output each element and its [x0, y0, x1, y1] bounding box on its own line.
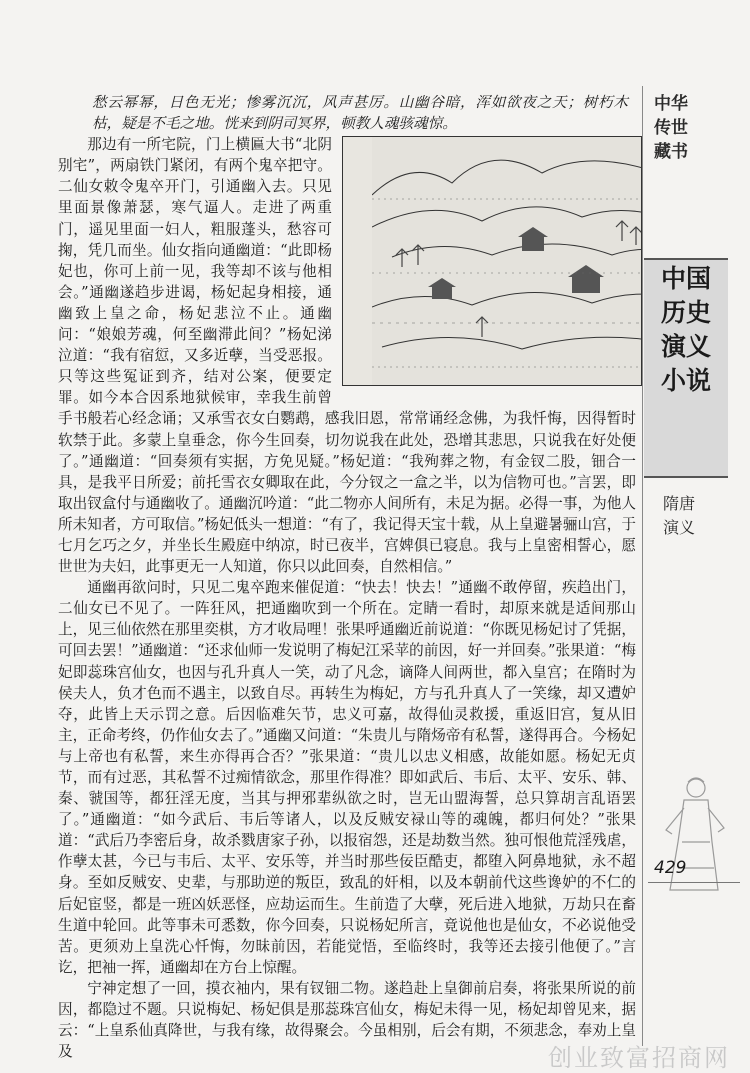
series-title: 中华传世藏书: [654, 94, 688, 162]
paragraph-text: 那边有一所宅院，门上横匾大书“北阴别宅”，两扇铁门紧闭，有两个鬼卒把守。二仙女敕令鬼卒开门，引通幽入去。只见里面景像萧瑟，寒气逼人。走进了两重门，遥见里面一妇人，粗服蓬头，愁容可掬，凭几而坐。仙女指向通幽道：“此即杨妃也，你可上前一见，我等却不该与他相会。”通幽遂趋步进谒，杨妃起身相接，通幽致上皇之命，杨妃悲泣不止。通幽问：“娘娘芳魂，何至幽滞此间？”杨妃涕泣道：“我有宿愆，又多近孽，当受恶报。只等这些冤证到齐，结对公案，便要定罪。如今本合因系地狱候审，幸我生前曾手书般若心经念诵；又承雪衣女白鹦鹉，感我旧恩，常常诵经念佛，为我忏悔，因得暂时软禁于此。多蒙上皇垂念，你今生回奏，切勿说我在此处，恐增其悲思，只说我在好处便了。”通幽道：“回奏须有实据，方免见疑。”杨妃道：“我殉葬之物，有金钗二股，钿合一具，是我平日所爱；前托雪衣女卿取在此，今分钗之一盒之半，以为信物可也。”言罢，即取出钗盒付与通幽收了。通幽沉吟道：“此二物亦人间所有，未足为据。必得一事，为他人所未知者，方可取信。”杨妃低头一想道：“有了，我记得天宝十载，从上皇避暑骊山宫，于七月乞巧之夕，并坐长生殿庭中纳凉，时已夜半，宫婢俱已寝息。我与上皇密相誓心，愿世世为夫妇，此事更无一人知道，你只以此回奏，自然相信。”: [58, 136, 636, 576]
landscape-illustration-icon: [372, 137, 642, 385]
main-text: [58, 92, 636, 1062]
figure-ornament-icon: [648, 772, 738, 908]
sidebar-divider: [642, 86, 643, 1046]
poem-verse: 愁云幂幂，日色无光；惨雾沉沉，风声甚厉。山幽谷暗，浑如欲夜之天；树朽木枯，疑是不毛之地。恍来到阴司冥界，顿教人魂骇魂惊。: [92, 94, 628, 133]
paragraph-2: 通幽再欲问时，只见二鬼卒跑来催促道：“快去！快去！”通幽不敢停留，疾趋出门，二仙女已不见了。一阵狂风，把通幽吹到一个所在。定睛一看时，却原来就是适间那山上，见三仙依然在那里奕棋，方才收局哩！张果呼通幽近前说道：“你既见杨妃讨了凭据，可回去罢！”通幽道：“还求仙师一发说明了梅妃江采苹的前因，好一并回奏。”张果道：“梅妃即蕊珠宫仙女，也因与孔升真人一笑，动了凡念，谪降人间两世，都入皇宫；在隋时为侯夫人，负才色而不遇主，以致自尽。再转生为梅妃，方与孔升真人了一笑缘，却又遭妒夺，此皆上天示罚之意。后因临难矢节，忠义可嘉，故得仙灵救援，重返旧宫，复从旧主，正命考终，仍作仙女去了。”通幽又问道：“朱贵儿与隋炀帝有私誓，遂得再合。今杨妃与上帝也有私誓，来生亦得再合否？”张果道：“贵儿以忠义相感，故能如愿。杨妃无贞节，而有过恶，其私誓不过痴情欲念，那里作得准？即如武后、韦后、太平、安乐、韩、秦、虢国等，都狂淫无度，当其与押邪辈纵欲之时，岂无山盟海誓，总只算胡言乱语罢了。”通幽道：“如今武后、韦后等诸人，以及反贼安禄山等的魂魄，都归何处？”张果道：“武后乃李密后身，故杀戮唐家子孙，以报宿怨，还是劫数当然。独可恨他荒淫残虐，作孽太甚，今已与韦后、太平、安乐等，并当时那些佞臣酷吏，都堕入阿鼻地狱，永不超身。至如反贼安、史辈，与那助逆的叛臣，致乱的奸相，以及本朝前代这些谗妒的不仁的后妃宦竖，都是一班凶妖恶怪，应劫运而生。生前造了大孽，死后进入地狱，万劫只在畜生道中轮回。此等事未可悉数，你今回奏，只说杨妃所言，竟说他也是仙女，不必说他受苦。更须劝上皇洗心忏悔，勿昧前因，若能觉悟，至临终时，我等还去接引他便了。”言讫，把袖一挥，通幽却在方台上惊醒。: [58, 579, 636, 976]
page-number-rule: [648, 882, 740, 883]
book-title: 隋唐演义: [662, 494, 695, 537]
paragraph-1: [58, 134, 636, 577]
watermark: 创业致富招商网: [548, 1044, 730, 1072]
banner-title: 中国历史演义小说: [660, 264, 711, 395]
paragraph-3: 宁神定想了一回，摸衣袖内，果有钗钿二物。遂趋赴上皇御前启奏，将张果所说的前因，都隐过不题。只说梅妃、杨妃俱是那蕊珠宫仙女，梅妃未得一见，杨妃却曾见来，据云：“上皇系仙真降世，与我有缘，故得聚会。今虽相别，后会有期，不须悲念，奉劝上皇及: [58, 979, 636, 1061]
page-number: 429: [654, 858, 687, 878]
woodcut-illustration: [342, 136, 642, 386]
